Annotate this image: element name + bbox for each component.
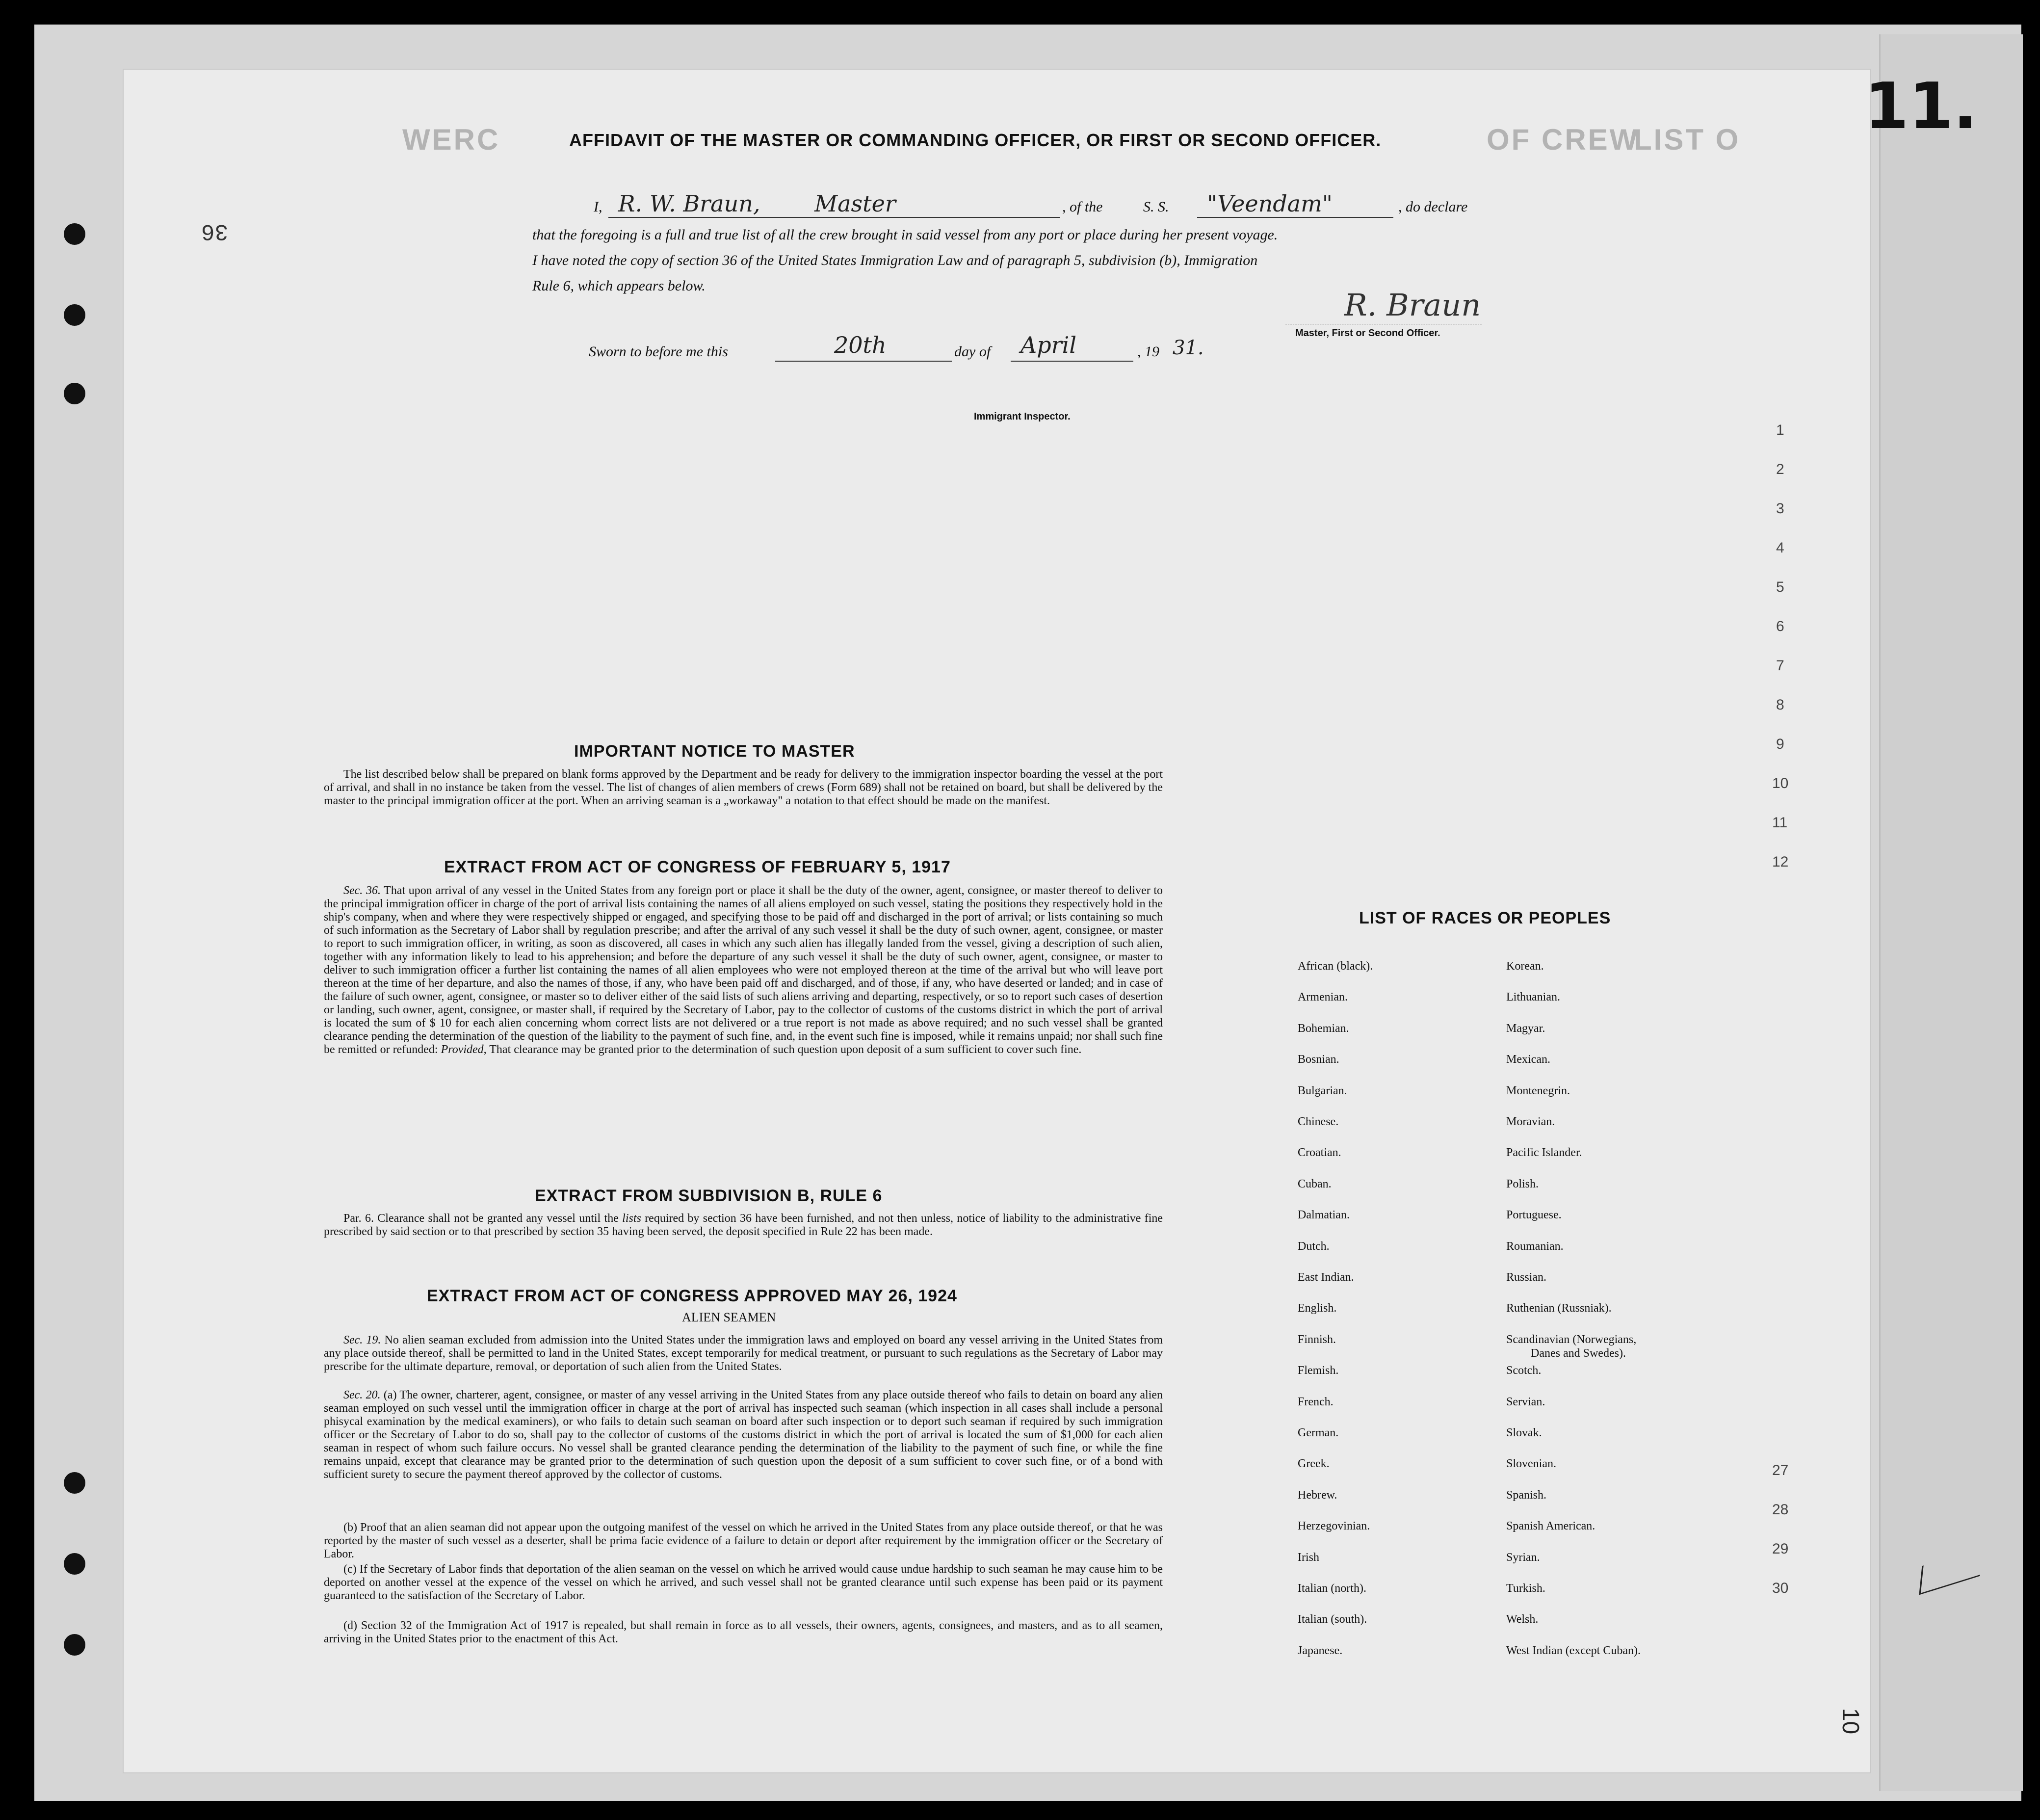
master-name: R. W. Braun, [618,190,760,217]
sec20c-text: (c) If the Secretary of Labor finds that deportation of the alien seaman on the vessel on which he arrived would cause undue hardship to such seaman he may cause him to be deported on another vessel at the expence of the vessel on which he arrived, and such vessel shall not be granted clearance until such expense has been paid or its payment guaranteed to the satisfaction of the Secretary of Labor. [324,1563,1163,1602]
race-item: Italian (south). [1298,1613,1367,1626]
underlying-sheet-edge [1879,34,2023,1791]
notice-text: The list described below shall be prepared on blank forms approved by the Department and be ready for delivery to the immigration inspector boarding the vessel at the port of arrival, and shall in no instance be taken from the vessel. The list of changes of alien members of crews (Form 689) shall not be retained on board, but shall be delivered by the master to the principal immigration officer at the port. When an arriving seaman is a „workaway" a notation to that effect should be made on the manifest. [324,768,1163,807]
races-heading: LIST OF RACES OR PEOPLES [1359,909,1611,927]
sworn-month: April [1020,332,1077,358]
race-item: Polish. [1506,1178,1539,1190]
row-number: 10 [1772,775,1789,791]
sec20-label: Sec. 20. [343,1389,381,1401]
rule6-heading: EXTRACT FROM SUBDIVISION B, RULE 6 [535,1187,883,1205]
sheet-number: 11. [1864,69,1978,143]
race-item: Mexican. [1506,1053,1550,1066]
affidavit-title: AFFIDAVIT OF THE MASTER OR COMMANDING OFFICER, OR FIRST OR SECOND OFFICER. [569,130,1382,150]
race-item: Spanish American. [1506,1520,1595,1532]
month-underline [1011,361,1133,362]
race-item: Japanese. [1298,1644,1343,1657]
rule6-lists: lists [622,1212,641,1225]
race-item: African (black). [1298,960,1373,973]
sworn-day: 20th [834,332,887,358]
race-item: Roumanian. [1506,1240,1564,1253]
race-item: Slovak. [1506,1426,1542,1439]
race-item: Flemish. [1298,1364,1339,1377]
sec20a-body: (a) The owner, charterer, agent, consignee, or master of any vessel arriving in the United States from any place outside thereof who fails to detain on board any alien seaman employed on such vessel until the immigration officer in charge at the port of arrival has inspected such seaman (which inspection in all cases shall include a personal phisycal examination by the medical examiners), or who fails to detain such seaman on board after such inspection or to deport such seaman if required by such immigration officer or the Secretary of Labor to do so, shall pay to the collector of customs of the customs district in which the port of arrival is located the sum of $1,000 for each alien seaman in respect of whom such failure occurs. No vessel shall be granted clearance pending the determination of the liability to the payment of such fine, or while the fine remains unpaid, except that clearance may be granted prior to the determination of such question upon the deposit of a sum sufficient to cover such fine, or of a bond with sufficient surety to secure the payment thereof approved by the collector of customs. [324,1389,1163,1481]
punch-hole [64,1472,85,1494]
rule6-text-b: required by section 36 have been furnished, and not then unless, notice of liability to the administrative fine prescribed by said section or to that prescribed by section 35 having been served, the deposit specified in Rule 22 has been made. [324,1212,1163,1238]
sworn-text: Sworn to before me this [589,343,728,360]
row-number: 2 [1776,461,1784,477]
race-item: Dalmatian. [1298,1209,1350,1221]
sec19-text [324,1334,1163,1373]
punch-hole [64,304,85,326]
year-prefix: , 19 [1137,343,1159,360]
vessel-underline [1197,217,1393,218]
row-number: 7 [1776,658,1784,674]
race-item: Greek. [1298,1457,1330,1470]
sec19-label: Sec. 19. [343,1334,381,1346]
extract-1917-heading: EXTRACT FROM ACT OF CONGRESS OF FEBRUARY 5, 1917 [444,858,951,876]
row-number: 9 [1776,736,1784,752]
race-item: Lithuanian. [1506,991,1560,1003]
row-number: 29 [1772,1541,1789,1557]
affidavit-i: I, [594,199,602,215]
race-item: Irish [1298,1551,1319,1564]
race-item: Chinese. [1298,1115,1339,1128]
row-number: 27 [1772,1462,1789,1478]
name-underline [608,217,1060,218]
race-item: English. [1298,1302,1337,1315]
bleed-through-text: LIST O [1634,123,1741,156]
left-margin-number: 36 [201,218,229,244]
affidavit-declare: , do declare [1398,199,1468,215]
inspector-caption: Immigrant Inspector. [974,411,1071,422]
sec20a-text [324,1389,1163,1481]
alien-seamen-subheading: ALIEN SEAMEN [682,1310,776,1324]
bottom-margin-number: 10 [1837,1708,1864,1735]
row-number: 30 [1772,1580,1789,1596]
rule6-text-a: Par. 6. Clearance shall not be granted any vessel until the [343,1212,619,1225]
sec36-text: That upon arrival of any vessel in the United States from any foreign port or place it shall be the duty of the owner, agent, consignee, or master thereof to deliver to the principal immigration officer in charge of the port of arrival lists containing the names of all aliens employed on such vessel, stating the positions they respectively hold in the ship's company, when and where they were respectively shipped or engaged, and specifying those to be paid off and discharged in the port of arrival; or lists containing so much of such information as the Secretary of Labor shall by regulation prescribe; and after the arrival of any such vessel it shall be the duty of such owner, agent, consignee, or master to report to such immigration officer, in writing, as soon as discovered, all cases in which any such alien has illegally landed from the vessel, giving a description of such alien, together with any information likely to lead to his apprehension; and before the departure of any such vessel it shall be the duty of such owner, agent, consignee, or master to deliver to such immigration officer a further list containing the names of all alien employees who were not employed thereon at the time of the arrival but who will leave port thereon at the time of her departure, and also the names of those, if any, who have been paid off and discharged, and of those, if any, who have deserted or landed; and in case of the failure of such owner, agent, consignee, or master so to deliver either of the said lists of such aliens arriving and departing, respectively, or so to report such cases of desertion or landing, such owner, agent, consignee, or master shall, if required by the Secretary of Labor, pay to the collector of customs of the customs district in which the port of arrival is located the sum of $ 10 for each alien concerning whom correct lists are not delivered or a true report is not made as above required; and no such vessel shall be granted clearance pending the determination of the question of the liability to the payment of such fine, and, in the event such fine is imposed, while it remains unpaid; nor shall such fine be remitted or refunded: [324,884,1163,1056]
race-item: Korean. [1506,960,1544,973]
race-item: Herzegovinian. [1298,1520,1370,1532]
race-item: Armenian. [1298,991,1348,1003]
race-item: German. [1298,1426,1339,1439]
race-item: Dutch. [1298,1240,1330,1253]
notice-heading: IMPORTANT NOTICE TO MASTER [574,742,855,761]
race-item: Servian. [1506,1396,1545,1408]
punch-hole [64,223,85,245]
race-item: Montenegrin. [1506,1084,1570,1097]
master-rank: Master [814,190,896,217]
extract-1924-heading: EXTRACT FROM ACT OF CONGRESS APPROVED MAY 26, 1924 [427,1287,957,1305]
row-number: 11 [1772,815,1788,831]
sec36-label: Sec. 36. [343,884,381,897]
sec20b-text: (b) Proof that an alien seaman did not appear upon the outgoing manifest of the vessel on which he arrived in the United States from any place outside thereof, or that he was reported by the master of such vessel as a deserter, shall be prima facie evidence of a failure to detain or deport after requirement by the immigration officer or the Secretary of Labor. [324,1521,1163,1560]
affidavit-line2: that the foregoing is a full and true list of all the crew brought in said vessel from any port or place during her present voyage. [532,227,1278,243]
master-signature: R. Braun [1344,287,1481,323]
race-item: Scotch. [1506,1364,1542,1377]
race-item: Italian (north). [1298,1582,1366,1595]
vessel-name: "Veendam" [1207,190,1333,217]
row-number: 8 [1776,697,1784,713]
race-item: Hebrew. [1298,1489,1337,1502]
race-item: West Indian (except Cuban). [1506,1644,1641,1657]
race-item: French. [1298,1396,1334,1408]
race-item: Portuguese. [1506,1209,1562,1221]
race-item: Scandinavian (Norwegians, [1506,1333,1637,1346]
race-item: Danes and Swedes). [1531,1347,1626,1360]
rule6-text [324,1212,1163,1239]
race-item: Cuban. [1298,1178,1332,1190]
extract-1917-text [324,884,1163,1056]
race-item: Turkish. [1506,1582,1545,1595]
punch-hole [64,1634,85,1656]
sec19-body: No alien seaman excluded from admission into the United States under the immigration laws and employed on board any vessel arriving in the United States from any place outside thereof, shall be permitted to land in the United States, except temporarily for medical treatment, or pursuant to such regulations as the Secretary of Labor may prescribe for the ultimate departure, removal, or deportation of such alien from the United States. [324,1334,1163,1373]
race-item: Ruthenian (Russniak). [1506,1302,1612,1315]
race-item: Russian. [1506,1271,1547,1284]
race-item: Bulgarian. [1298,1084,1347,1097]
row-number: 6 [1776,618,1784,634]
row-number: 1 [1776,422,1784,438]
bleed-through-text: WERC [402,123,500,156]
row-number: 5 [1776,579,1784,595]
race-item: Bosnian. [1298,1053,1339,1066]
day-underline [775,361,952,362]
race-item: Bohemian. [1298,1022,1349,1035]
race-item: Magyar. [1506,1022,1545,1035]
race-item: Syrian. [1506,1551,1540,1564]
row-number: 12 [1772,854,1789,870]
sworn-year: 31. [1173,337,1204,359]
affidavit-ss: S. S. [1143,199,1169,215]
sec20d-text: (d) Section 32 of the Immigration Act of 1917 is repealed, but shall remain in force as to all vessels, their owners, agents, consignees, and masters, and as to all seamen, arriving in the United States prior to the enactment of this Act. [324,1619,1163,1645]
race-item: Moravian. [1506,1115,1555,1128]
race-item: Slovenian. [1506,1457,1556,1470]
race-item: Welsh. [1506,1613,1539,1626]
punch-hole [64,1553,85,1575]
race-item: Finnish. [1298,1333,1336,1346]
row-number: 4 [1776,540,1784,556]
provided-label: Provided, [441,1043,487,1056]
punch-hole [64,383,85,404]
race-item: East Indian. [1298,1271,1354,1284]
affidavit-of-the: , of the [1062,199,1103,215]
race-item: Spanish. [1506,1489,1547,1502]
provided-text: That clearance may be granted prior to the determination of such question upon deposit of a sum sufficient to cover such fine. [489,1043,1082,1056]
signature-caption: Master, First or Second Officer. [1295,328,1440,339]
bleed-through-text: OF CREW [1487,123,1640,156]
affidavit-line4: Rule 6, which appears below. [532,278,706,294]
race-item: Croatian. [1298,1146,1341,1159]
affidavit-line3: I have noted the copy of section 36 of the United States Immigration Law and of paragraph 5, subdivision (b), Immigration [532,252,1258,268]
day-of-text: day of [954,343,991,360]
row-number: 3 [1776,501,1784,517]
race-item: Pacific Islander. [1506,1146,1582,1159]
row-number: 28 [1772,1502,1789,1518]
